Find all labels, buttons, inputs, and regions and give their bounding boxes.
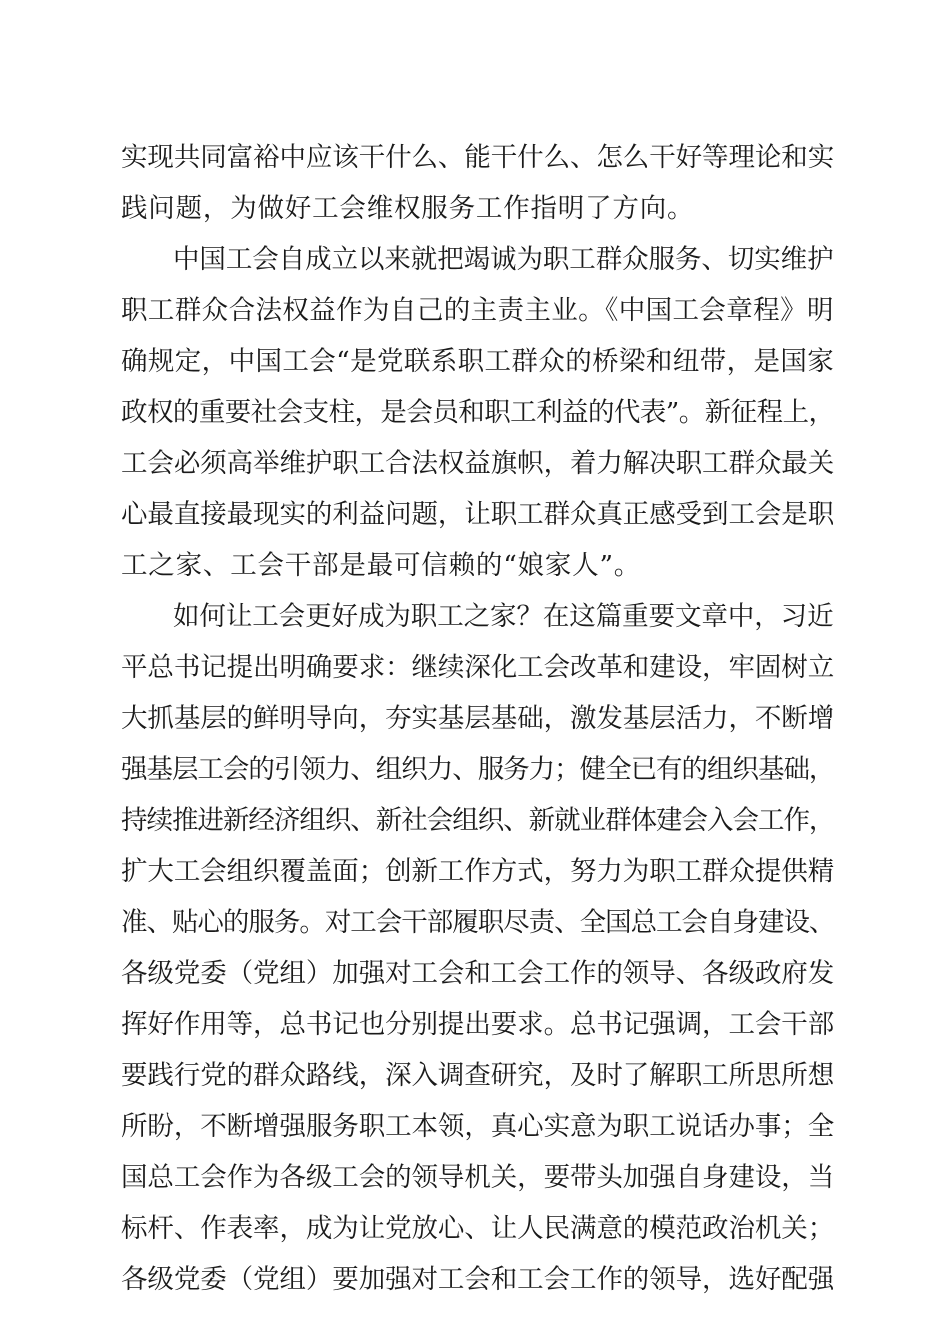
text-line: 工之家、工会干部是最可信赖的“娘家人”。 bbox=[121, 550, 642, 581]
text-line: 践问题，为做好工会维权服务工作指明了方向。 bbox=[121, 193, 695, 224]
text-line: 政权的重要社会支柱，是会员和职工利益的代表”。新征程上， bbox=[121, 397, 835, 428]
text-line: 持续推进新经济组织、新社会组织、新就业群体建会入会工作， bbox=[121, 805, 835, 836]
text-line: 心最直接最现实的利益问题，让职工群众真正感受到工会是职 bbox=[121, 499, 835, 530]
text-line: 强基层工会的引领力、组织力、服务力；健全已有的组织基础， bbox=[121, 754, 835, 785]
text-line: 准、贴心的服务。对工会干部履职尽责、全国总工会自身建设、 bbox=[121, 907, 835, 938]
text-line: 职工群众合法权益作为自己的主责主业。《中国工会章程》明 bbox=[121, 295, 834, 326]
text-line: 扩大工会组织覆盖面；创新工作方式，努力为职工群众提供精 bbox=[121, 856, 835, 887]
text-line: 实现共同富裕中应该干什么、能干什么、怎么干好等理论和实 bbox=[121, 142, 835, 173]
text-line: 挥好作用等，总书记也分别提出要求。总书记强调，工会干部 bbox=[121, 1009, 835, 1040]
text-line: 确规定，中国工会“是党联系职工群众的桥梁和纽带，是国家 bbox=[121, 346, 835, 377]
paragraph-start-line: 中国工会自成立以来就把竭诚为职工群众服务、切实维护 bbox=[173, 244, 834, 275]
paragraph-start-line: 如何让工会更好成为职工之家？在这篇重要文章中，习近 bbox=[173, 601, 834, 632]
text-line: 国总工会作为各级工会的领导机关，要带头加强自身建设，当 bbox=[121, 1162, 835, 1193]
text-line: 所盼，不断增强服务职工本领，真心实意为职工说话办事；全 bbox=[121, 1111, 835, 1142]
text-line: 各级党委（党组）加强对工会和工会工作的领导、各级政府发 bbox=[121, 958, 835, 989]
text-line: 标杆、作表率，成为让党放心、让人民满意的模范政治机关； bbox=[121, 1213, 835, 1244]
text-line: 大抓基层的鲜明导向，夯实基层基础，激发基层活力，不断增 bbox=[121, 703, 835, 734]
text-line: 平总书记提出明确要求：继续深化工会改革和建设，牢固树立 bbox=[121, 652, 835, 683]
text-line: 工会必须高举维护职工合法权益旗帜，着力解决职工群众最关 bbox=[121, 448, 835, 479]
text-line: 要践行党的群众路线，深入调查研究，及时了解职工所思所想 bbox=[121, 1060, 835, 1091]
text-line: 各级党委（党组）要加强对工会和工会工作的领导，选好配强 bbox=[121, 1264, 835, 1295]
